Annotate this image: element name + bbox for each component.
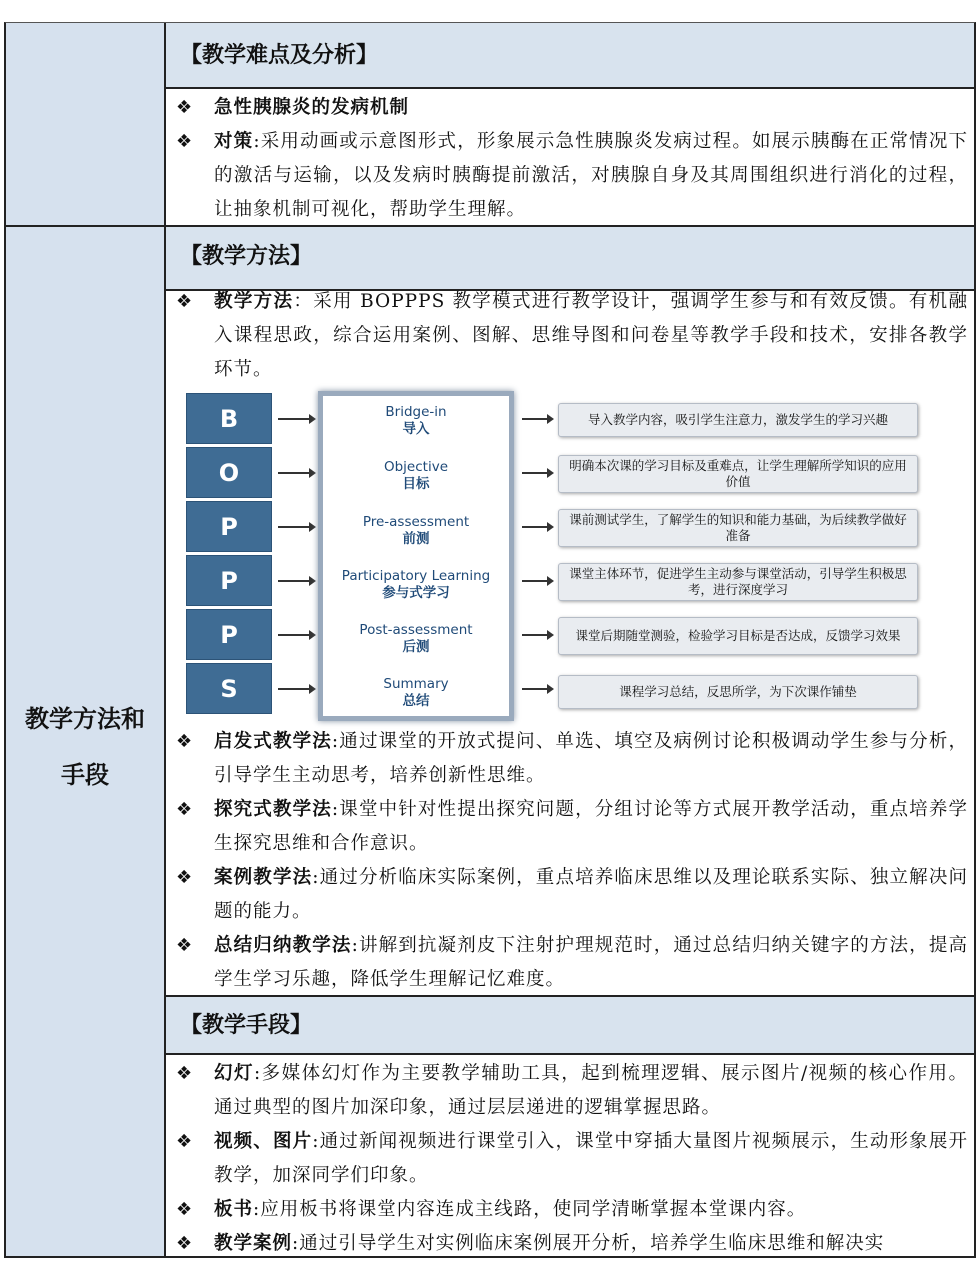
bullet-icon: ❖ — [176, 1131, 194, 1152]
section-header-difficulties: 【教学难点及分析】 — [166, 23, 974, 89]
row-label-line1: 教学方法和 — [25, 705, 145, 733]
row-label-line2: 手段 — [61, 761, 109, 789]
phase-en: Summary — [383, 676, 449, 692]
bullet-icon: ❖ — [176, 731, 194, 752]
phase-label — [323, 676, 509, 710]
arrow-icon — [278, 634, 310, 636]
phase-label — [323, 622, 509, 656]
item-text: :通过分析临床实际案例，重点培养临床思维以及理论联系实际、独立解决问题的能力。 — [214, 867, 968, 922]
phase-en: Bridge-in — [385, 404, 447, 420]
bullet-icon: ❖ — [176, 799, 194, 820]
item-title: 探究式教学法 — [214, 799, 332, 820]
section2-list-a — [166, 285, 974, 387]
item-text: :课堂中针对性提出探究问题，分组讨论等方式展开教学活动，重点培养学生探究思维和合作意识。 — [214, 799, 968, 854]
bullet-icon: ❖ — [176, 291, 194, 312]
list-item — [166, 285, 974, 387]
arrow-icon — [278, 580, 310, 582]
item-title: 总结归纳教学法 — [214, 935, 352, 956]
item-title: 急性胰腺炎的发病机制 — [214, 97, 410, 118]
phase-label — [323, 514, 509, 548]
lesson-plan-table — [4, 22, 976, 1258]
item-title: 教学方法 — [214, 291, 294, 312]
phase-en: Post-assessment — [359, 622, 473, 638]
phase-cn: 导入 — [402, 421, 430, 437]
item-title: 板书 — [214, 1199, 254, 1220]
phase-cn: 参与式学习 — [382, 585, 450, 601]
boppps-letter: S — [186, 663, 272, 714]
item-text: ：采用 BOPPPS 教学模式进行教学设计，强调学生参与和有效反馈。有机融入课程思政，综合运用案例、图解、思维导图和问卷星等教学手段和技术，安排各教学环节。 — [214, 291, 968, 380]
section1-list — [166, 91, 974, 227]
row-divider — [6, 225, 166, 227]
list-item — [166, 793, 974, 861]
boppps-letter: P — [186, 609, 272, 660]
item-title: 启发式教学法 — [214, 731, 332, 752]
phase-en: Objective — [383, 459, 448, 475]
bullet-icon: ❖ — [176, 1063, 194, 1084]
boppps-letter: O — [186, 447, 272, 498]
list-item — [166, 1227, 974, 1261]
bullet-icon: ❖ — [176, 131, 194, 152]
list-item — [166, 861, 974, 929]
phase-en: Pre-assessment — [362, 514, 470, 530]
arrow-icon — [278, 472, 310, 474]
phase-description: 课前测试学生，了解学生的知识和能力基础，为后续教学做好准备 — [558, 509, 918, 547]
phase-cn: 总结 — [402, 693, 430, 709]
arrow-icon — [522, 688, 548, 690]
phase-description: 课堂后期随堂测验，检验学习目标是否达成，反馈学习效果 — [558, 617, 918, 655]
item-title: 案例教学法 — [214, 867, 313, 888]
section3-list — [166, 1057, 974, 1261]
list-item — [166, 929, 974, 997]
phase-label — [323, 404, 509, 438]
phase-label — [323, 568, 509, 602]
item-text: :讲解到抗凝剂皮下注射护理规范时，通过总结归纳关键字的方法，提高学生学习乐趣，降低学生理解记忆难度。 — [214, 935, 968, 990]
item-text: :多媒体幻灯作为主要教学辅助工具，起到梳理逻辑、展示图片/视频的核心作用。通过典型的图片加深印象，通过层层递进的逻辑掌握思路。 — [214, 1063, 968, 1118]
bullet-icon: ❖ — [176, 935, 194, 956]
bullet-icon: ❖ — [176, 97, 194, 118]
item-text: :应用板书将课堂内容连成主线路，使同学清晰掌握本堂课内容。 — [253, 1199, 807, 1220]
item-title: 幻灯 — [214, 1063, 254, 1084]
arrow-icon — [522, 418, 548, 420]
item-text: :通过新闻视频进行课堂引入，课堂中穿插大量图片视频展示，生动形象展开教学，加深同学们印象。 — [214, 1131, 968, 1186]
list-item — [166, 91, 974, 125]
arrow-icon — [522, 634, 548, 636]
boppps-diagram — [186, 391, 926, 721]
phase-cn: 前测 — [402, 531, 430, 547]
list-item — [166, 1193, 974, 1227]
arrow-icon — [522, 526, 548, 528]
item-text: :通过引导学生对实例临床案例展开分析，培养学生临床思维和解决实 — [292, 1233, 885, 1254]
left-column — [6, 23, 166, 1256]
phase-en: Participatory Learning — [341, 568, 491, 584]
phase-label — [323, 459, 509, 493]
boppps-phase-box — [318, 391, 514, 721]
phase-cn: 目标 — [402, 476, 430, 492]
phase-description: 明确本次课的学习目标及重难点，让学生理解所学知识的应用价值 — [558, 455, 918, 493]
section2-list-b — [166, 725, 974, 997]
item-title: 视频、图片 — [214, 1131, 313, 1152]
bullet-icon: ❖ — [176, 1233, 194, 1254]
item-text: :通过课堂的开放式提问、单选、填空及病例讨论积极调动学生参与分析，引导学生主动思考，培养创新性思维。 — [214, 731, 968, 786]
phase-description: 课程学习总结，反思所学，为下次课作铺垫 — [558, 675, 918, 709]
list-item — [166, 1125, 974, 1193]
item-title: 教学案例 — [214, 1233, 293, 1254]
arrow-icon — [278, 526, 310, 528]
item-title: 对策 — [214, 131, 254, 152]
list-item — [166, 125, 974, 227]
phase-cn: 后测 — [402, 639, 430, 655]
section-header-means: 【教学手段】 — [166, 997, 974, 1055]
bullet-icon: ❖ — [176, 1199, 194, 1220]
bullet-icon: ❖ — [176, 867, 194, 888]
arrow-icon — [522, 472, 548, 474]
row-label — [6, 691, 164, 803]
arrow-icon — [522, 580, 548, 582]
phase-description: 课堂主体环节，促进学生主动参与课堂活动，引导学生积极思考，进行深度学习 — [558, 563, 918, 601]
section-header-methods: 【教学方法】 — [166, 227, 974, 291]
boppps-letter: B — [186, 393, 272, 444]
item-text: :采用动画或示意图形式，形象展示急性胰腺炎发病过程。如展示胰酶在正常情况下的激活与运输，以及发病时胰酶提前激活，对胰腺自身及其周围组织进行消化的过程，让抽象机制可视化，帮助学生理解。 — [214, 131, 968, 220]
arrow-icon — [278, 688, 310, 690]
boppps-letter: P — [186, 501, 272, 552]
arrow-icon — [278, 418, 310, 420]
list-item — [166, 1057, 974, 1125]
list-item — [166, 725, 974, 793]
boppps-letter: P — [186, 555, 272, 606]
phase-description: 导入教学内容，吸引学生注意力，激发学生的学习兴趣 — [558, 403, 918, 437]
